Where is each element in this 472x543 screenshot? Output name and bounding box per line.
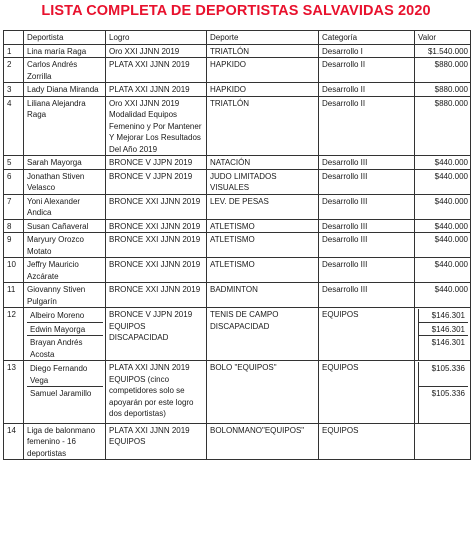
athlete-name: Liga de balonmano femenino - 16 deportistas	[24, 423, 106, 460]
achievement: BRONCE V JJPN 2019	[106, 169, 207, 194]
table-row	[4, 96, 471, 156]
amount: $440.000	[415, 194, 471, 219]
category: Desarrollo III	[319, 169, 415, 194]
category: EQUIPOS	[319, 423, 415, 460]
amount: $440.000	[415, 233, 471, 258]
category: Desarrollo I	[319, 44, 415, 58]
sport: HAPKIDO	[207, 58, 319, 83]
achievement: Oro XXI JJNN 2019	[106, 44, 207, 58]
sport: ATLETISMO	[207, 233, 319, 258]
category: EQUIPOS	[319, 308, 415, 361]
header-valor: Valor	[415, 31, 471, 45]
achievement: BRONCE XXI JJNN 2019	[106, 194, 207, 219]
sport: BOLO "EQUIPOS"	[207, 361, 319, 424]
header-num	[4, 31, 24, 45]
athlete-name: Susan Cañaveral	[24, 219, 106, 233]
row-number: 7	[4, 194, 24, 219]
amount: $440.000	[415, 156, 471, 170]
amount-stack	[415, 361, 471, 424]
table-row	[4, 423, 471, 460]
amount: $440.000	[415, 169, 471, 194]
table-header-row	[4, 31, 471, 45]
row-number: 10	[4, 258, 24, 283]
category: Desarrollo III	[319, 194, 415, 219]
athlete-name: Diego Fernando Vega	[30, 364, 88, 385]
header-categoria: Categoría	[319, 31, 415, 45]
row-number: 8	[4, 219, 24, 233]
sport: BADMINTON	[207, 283, 319, 308]
achievement: PLATA XXI JJNN 2019	[106, 58, 207, 83]
athlete-name: Sarah Mayorga	[24, 156, 106, 170]
athlete-name: Carlos Andrés Zorrilla	[24, 58, 106, 83]
table-row	[4, 233, 471, 258]
sport: ATLETISMO	[207, 258, 319, 283]
athlete-names-stack	[24, 361, 106, 424]
achievement: Oro XXI JJNN 2019 Modalidad Equipos Femenino y Por Mantener Y Mejorar Los Resultados Del Año 2019	[106, 96, 207, 156]
header-deporte: Deporte	[207, 31, 319, 45]
table-row	[4, 194, 471, 219]
category: EQUIPOS	[319, 361, 415, 424]
sport: JUDO LIMITADOS VISUALES	[207, 169, 319, 194]
sport: ATLETISMO	[207, 219, 319, 233]
table-row	[4, 283, 471, 308]
achievement: PLATA XXI JJNN 2019	[106, 83, 207, 97]
athlete-name: Brayan Andrés Acosta	[27, 335, 103, 360]
category: Desarrollo II	[319, 58, 415, 83]
category: Desarrollo III	[319, 258, 415, 283]
amount: $1.540.000	[415, 44, 471, 58]
sport: BOLONMANO"EQUIPOS"	[207, 423, 319, 460]
athlete-name: Lady Diana Miranda	[24, 83, 106, 97]
athletes-table	[3, 30, 471, 460]
athlete-name: Maryury Orozco Motato	[24, 233, 106, 258]
table-row	[4, 169, 471, 194]
sport: HAPKIDO	[207, 83, 319, 97]
amount: $146.301	[418, 322, 468, 336]
header-deportista: Deportista	[24, 31, 106, 45]
achievement: PLATA XXI JJNN 2019 EQUIPOS	[106, 423, 207, 460]
category: Desarrollo III	[319, 156, 415, 170]
athlete-name: Albeiro Moreno	[30, 311, 85, 320]
amount-stack	[415, 308, 471, 361]
athlete-name: Giovanny Stiven Pulgarín	[24, 283, 106, 308]
table-row-group-bolo	[4, 361, 471, 424]
row-number: 2	[4, 58, 24, 83]
row-number: 9	[4, 233, 24, 258]
table-row	[4, 219, 471, 233]
sport: TRIATLÓN	[207, 44, 319, 58]
table-row	[4, 156, 471, 170]
row-number: 12	[4, 308, 24, 361]
table-row-group-tenis	[4, 308, 471, 361]
category: Desarrollo II	[319, 96, 415, 156]
achievement: BRONCE V JJPN 2019	[106, 156, 207, 170]
row-number: 6	[4, 169, 24, 194]
row-number: 14	[4, 423, 24, 460]
achievement: BRONCE V JJPN 2019 EQUIPOS DISCAPACIDAD	[106, 308, 207, 361]
athlete-name: Yoni Alexander Andica	[24, 194, 106, 219]
athlete-name: Jeffry Mauricio Azcárate	[24, 258, 106, 283]
athlete-name: Lina maría Raga	[24, 44, 106, 58]
page-title: LISTA COMPLETA DE DEPORTISTAS SALVAVIDAS 2020	[41, 3, 431, 19]
row-number: 11	[4, 283, 24, 308]
table-row	[4, 258, 471, 283]
amount: $880.000	[415, 58, 471, 83]
athlete-name: Liliana Alejandra Raga	[24, 96, 106, 156]
amount: $880.000	[415, 83, 471, 97]
amount: $146.301	[418, 309, 468, 322]
category: Desarrollo III	[319, 283, 415, 308]
achievement: BRONCE XXI JJNN 2019	[106, 283, 207, 308]
achievement: BRONCE XXI JJNN 2019	[106, 219, 207, 233]
table-row	[4, 58, 471, 83]
sport: TENIS DE CAMPO DISCAPACIDAD	[207, 308, 319, 361]
athlete-name: Samuel Jaramillo	[27, 386, 103, 423]
amount	[415, 423, 471, 460]
achievement: BRONCE XXI JJNN 2019	[106, 258, 207, 283]
amount: $440.000	[415, 283, 471, 308]
row-number: 13	[4, 361, 24, 424]
table-row	[4, 44, 471, 58]
amount: $146.301	[418, 335, 468, 360]
category: Desarrollo II	[319, 83, 415, 97]
athlete-names-stack	[24, 308, 106, 361]
amount: $440.000	[415, 258, 471, 283]
sport: NATACIÓN	[207, 156, 319, 170]
sport: LEV. DE PESAS	[207, 194, 319, 219]
sport: TRIATLÓN	[207, 96, 319, 156]
row-number: 3	[4, 83, 24, 97]
category: Desarrollo III	[319, 233, 415, 258]
header-logro: Logro	[106, 31, 207, 45]
amount: $105.336	[418, 362, 468, 386]
achievement: BRONCE XXI JJNN 2019	[106, 233, 207, 258]
row-number: 4	[4, 96, 24, 156]
category: Desarrollo III	[319, 219, 415, 233]
amount: $440.000	[415, 219, 471, 233]
row-number: 5	[4, 156, 24, 170]
table-row	[4, 83, 471, 97]
athlete-name: Jonathan Stiven Velasco	[24, 169, 106, 194]
amount: $105.336	[418, 386, 468, 423]
achievement: PLATA XXI JJNN 2019 EQUIPOS (cinco competidores solo se apoyarán por este logro dos deportistas)	[106, 361, 207, 424]
athlete-name: Edwin Mayorga	[27, 322, 103, 336]
row-number: 1	[4, 44, 24, 58]
amount: $880.000	[415, 96, 471, 156]
